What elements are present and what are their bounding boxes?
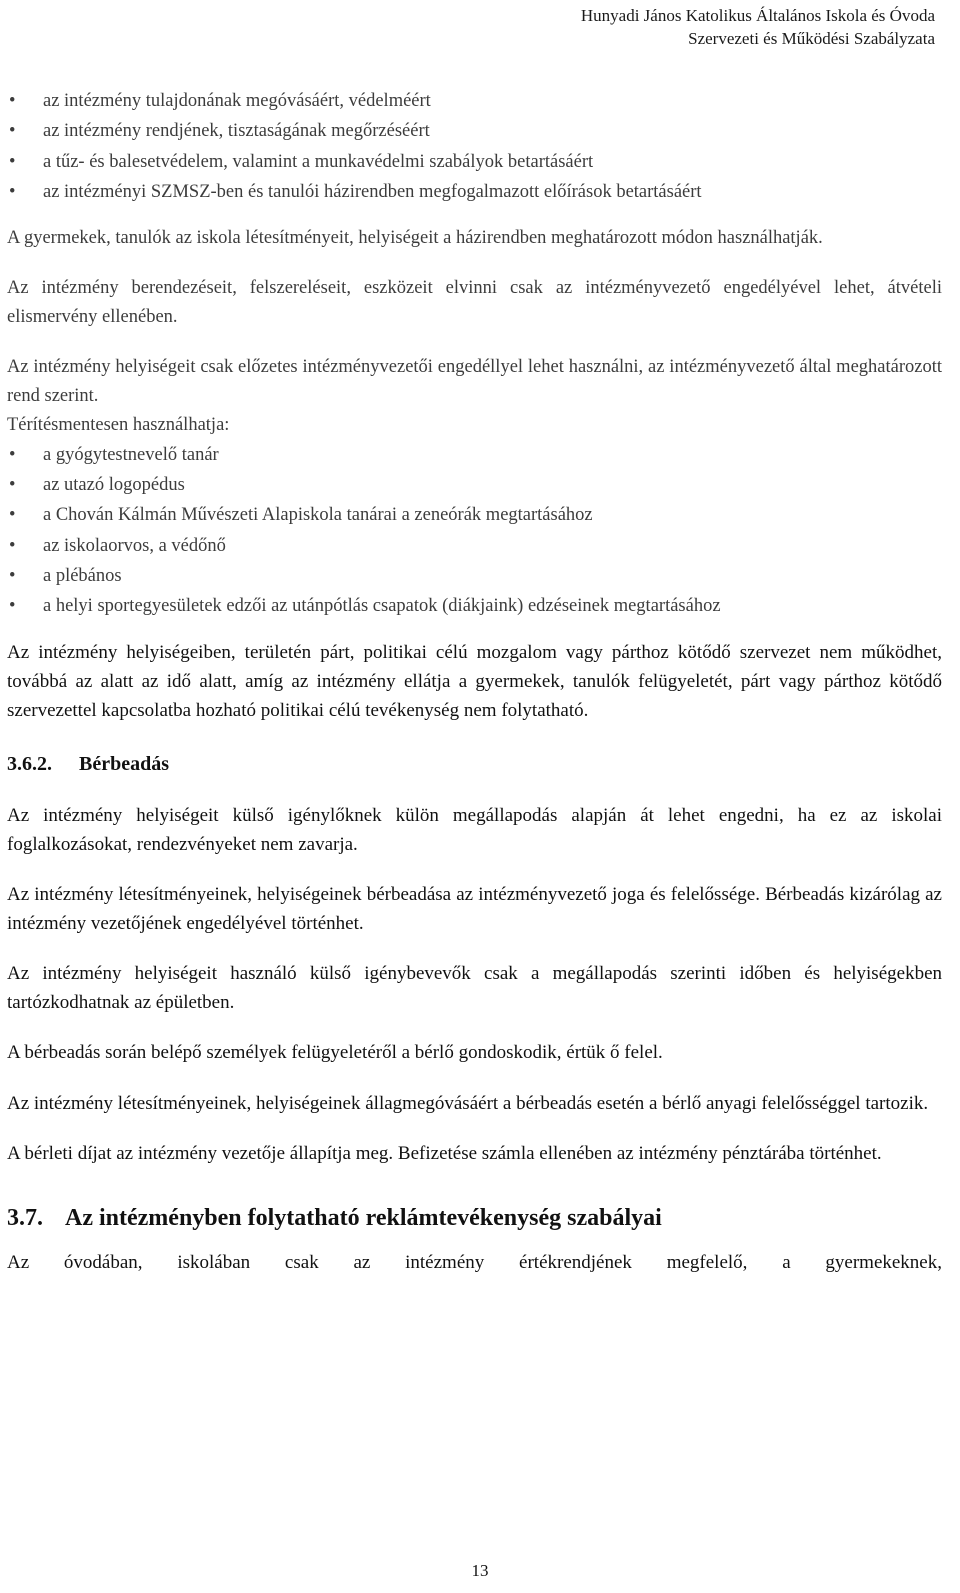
paragraph: Az intézmény létesítményeinek, helyiségeinek bérbeadása az intézményvezető joga és felelőssége. Bérbeadás kizárólag az intézmény vezetőjének engedélyével történhet. (7, 883, 942, 934)
list-item: • a plébános (7, 561, 942, 591)
free-use-intro: Térítésmentesen használhatja: (7, 414, 230, 435)
section-title: Az intézményben folytatható reklámtevékenység szabályai (65, 1204, 662, 1231)
paragraph: A gyermekek, tanulók az iskola létesítményeit, helyiségeit a házirendben meghatározott módon használhatják. (7, 227, 823, 248)
list-item: • a Chován Kálmán Művészeti Alapiskola tanárai a zeneórák megtartásához (7, 500, 942, 530)
header-school-name: Hunyadi János Katolikus Általános Iskola és Óvoda (580, 6, 935, 25)
bullet-icon: • (9, 182, 16, 203)
list-item: • a tűz- és balesetvédelem, valamint a munkavédelmi szabályok betartásáért (7, 147, 942, 177)
paragraph: A bérbeadás során belépő személyek felügyeletéről a bérlő gondoskodik, értük ő felel. (7, 1041, 663, 1063)
bullet-icon: • (9, 595, 16, 616)
document-body (7, 86, 942, 1277)
section-heading-362 (7, 750, 942, 779)
page-header (0, 4, 935, 50)
list-item: • az iskolaorvos, a védőnő (7, 531, 942, 561)
bullet-icon: • (9, 151, 16, 172)
bullet-icon: • (9, 566, 16, 587)
paragraph: Az óvodában, iskolában csak az intézmény értékrendjének megfelelő, a gyermekeknek, (7, 1251, 942, 1273)
list-item: • az utazó logopédus (7, 470, 942, 500)
page-number: 13 (471, 1561, 489, 1580)
bullet-icon: • (9, 121, 16, 142)
list-item: • az intézmény tulajdonának megóvásáért, védelméért (7, 86, 942, 116)
paragraph: A bérleti díjat az intézmény vezetője állapítja meg. Befizetése számla ellenében az intézmény pénztárába történhet. (7, 1142, 882, 1164)
list-item: • a gyógytestnevelő tanár (7, 440, 942, 470)
section-number: 3.6.2. (7, 752, 52, 775)
paragraph: Az intézmény helyiségeit használó külső igénybevevők csak a megállapodás szerinti időben és helyiségekben tartózkodhatnak az épületben. (7, 962, 942, 1013)
list-item: • a helyi sportegyesületek edzői az utánpótlás csapatok (diákjaink) edzéseinek megtartásához (7, 592, 942, 621)
list-item: • az intézmény rendjének, tisztaságának megőrzéséért (7, 116, 942, 146)
paragraph: Az intézmény berendezéseit, felszereléseit, eszközeit elvinni csak az intézményvezető engedélyével lehet, átvételi elismervény ellenében. (7, 277, 942, 327)
bullet-icon: • (9, 535, 16, 556)
paragraph: Az intézmény létesítményeinek, helyiségeinek állagmegóvásáért a bérbeadás esetén a bérlő anyagi felelősséggel tartozik. (7, 1092, 929, 1114)
free-use-bullet-list (7, 440, 942, 621)
section-heading-37 (7, 1202, 942, 1234)
section-title: Bérbeadás (79, 752, 169, 775)
bullet-icon: • (9, 91, 16, 111)
paragraph: Az intézmény helyiségeit külső igénylőknek külön megállapodás alapján át lehet engedni, ha ez az iskolai foglalkozásokat, rendezvényeket nem zavarja. (7, 804, 942, 855)
bullet-icon: • (9, 475, 16, 496)
bullet-icon: • (9, 505, 16, 526)
section-number: 3.7. (7, 1204, 43, 1231)
paragraph: Az intézmény helyiségeit csak előzetes intézményvezetői engedéllyel lehet használni, az intézményvezető által meghatározott rend szerint. (7, 356, 942, 406)
responsibility-bullet-list (7, 86, 942, 208)
bullet-icon: • (9, 444, 16, 465)
list-item: • az intézményi SZMSZ-ben és tanulói házirendben megfogalmazott előírások betartásáért (7, 177, 942, 207)
politics-paragraph: Az intézmény helyiségeiben, területén párt, politikai célú mozgalom vagy párthoz kötődő szervezet nem működhet, továbbá az alatt az idő alatt, amíg az intézmény ellátja a gyermekek, tanulók felügyeletét, párt vagy párthoz kötődő szervezettel kapcsolatba hozható politikai célú tevékenység nem folytatható. (7, 641, 942, 721)
header-document-title: Szervezeti és Működési Szabályzata (688, 29, 935, 48)
